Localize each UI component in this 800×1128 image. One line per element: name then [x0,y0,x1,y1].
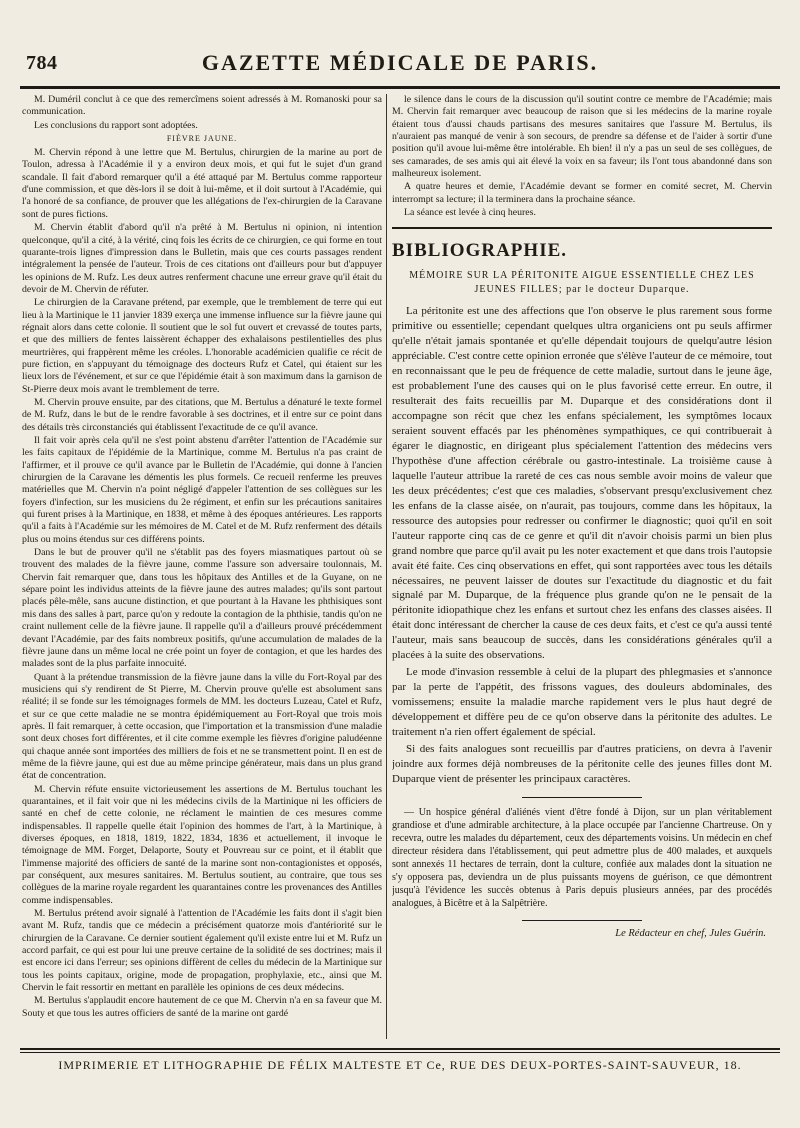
paragraph: Si des faits analogues sont recueillis par d'autres praticiens, on devra à l'avenir joindre aux formes déjà nombreuses de la péritonite celle des jeunes filles dont M. Duparque vient de présenter les principaux caractères. [392,743,772,785]
paragraph: M. Duméril conclut à ce que des remercîmens soient adressés à M. Romanoski pour sa communication. [22,94,382,118]
paragraph: Quant à la prétendue transmission de la fièvre jaune dans la ville du Fort-Royal par des musiciens qui s'y rendirent de St Pierre, M. Chervin prouve qu'elle est absolument sans réalité; il se fonde sur les témoignages formels de MM. les docteurs Luzeau, Catel et Rufz, et sur ce que cette maladie ne se montra épidémiquement au Fort-Royal que trois mois après. Il fait remarquer, à cette occasion, que l'importation et la transmission d'une maladie sont deux choses fort différentes, et il cite comme exemple les fièvres d'origine paludéenne qui chaque année sont importées des milliers de fois et ne se transmettent point. Il en est de même de la fièvre jaune, qui est due au même principe générateur, mais dans un plus grand état de concentration. [22,671,382,782]
paragraph: M. Chervin prouve ensuite, par des citations, que M. Bertulus a dénaturé le texte formel de M. Rufz, dans le but de le rendre favorable à ses doctrines, et il entre sur ce point dans des détails très circonstanciés qui établissent l'exactitude de ce qu'il avance. [22,396,382,433]
separator-rule [522,920,642,921]
separator-rule [522,797,642,798]
journal-title: GAZETTE MÉDICALE DE PARIS. [201,50,599,75]
header-rule [20,86,780,89]
paragraph: Les conclusions du rapport sont adoptées. [34,119,198,131]
paragraph: M. Chervin réfute ensuite victorieusement les assertions de M. Bertulus touchant les quarantaines, et il fait voir que ni les médecins civils de la Martinique ni les officiers de santé en chef de cette colonie, ne réclament le maintien de ces mesures comme indispensables. Il rappelle quelle était l'opinion des hommes de l'art, à la Martinique, à diverses époques, en 1818, 1819, 1822, 1834, 1836 et actuellement, il invoque le témoignage de MM. Forget, Delaporte, Souty et Pouvreau sur ce point, et il établit que l'immense majorité des officiers de santé de la marine sont non-contagionistes et opposés, par conséquent, aux mesures sanitaires. M. Bertulus soutient, au contraire, que tous ses collègues de la marine royale regardent les quarantaines contre les provenances des Antilles comme indispensables. [22,783,382,906]
paragraph: M. Bertulus s'applaudit encore hautement de ce que M. Chervin n'a en sa faveur que M. Souty et que tous les autres officiers de santé de la marine ont gardé [22,995,382,1019]
page-header [20,50,780,82]
paragraph: La péritonite est une des affections que l'on observe le plus rarement sous forme primitive ou essentielle; cependant quelques ultra organiciens ont pu seuls affirmer qu'elle n'était jamais spontanée et qu'elle dépendait toujours de quelqu'autre lésion appréciable. C'est contre cette opinion erronée que s'élève l'auteur de ce mémoire, tout en reconnaissant que le peu de fréquence de cette maladie, surtout dans le jeune âge, est probablement l'une des causes qui on le plus favorisé cette erreur. En outre, il resulterait des faits recueillis par M. Duparque et des considérations dont il accompagne son récit que chez les enfans spécialement, les symptômes locaux seraient souvent effacés par les phénomènes sympathiques, ce qui contribuerait à égarer le diagnostic, en dirigeant plus spécialement l'attention des médecins vers l'hypothèse d'une affection cérébrale ou gastro-intestinale. La troisième cause à laquelle l'auteur attribue la rareté de ces cas nous semble avoir moins de valeur que les deux précédentes; c'est que ces maladies, s'observant presqu'exclusivement chez les enfans de la classe aisée, on n'aurait, pas toujours, comme dans les hôpitaux, la ressource des autopsies pour redresser ou confirmer le diagnostic; quoi qu'il en soit l'auteur rapporte cinq cas de ce genre et qu'il dit n'avoir choisis parmi un bien plus grand nombre que parce qu'il avait pu les noter exactement et que dans trois l'autopsie avait été faite. Ces cinq observations en effet, qui sont rapportées avec tous les détails nécessaires, ne peuvent laisser de doutes sur l'exactitude du diagnostic et du fait signalé par M. Duparque, de la fréquence plus grande qu'on ne le pensait de la péritonite idiopathique chez les enfans et surtout chez les enfans des classes aisées. Il était donc intéressant de chercher la cause de ces deux faits, et c'est ce qu'a aussi tenté l'auteur, mais sans beaucoup de succès, dans les considérations générales qu'il a placées à la suite des observations. [392,305,772,662]
paragraph: Le chirurgien de la Caravane prétend, par exemple, que le tremblement de terre qui eut lieu à la Martinique le 11 janvier 1839 exerça une immense influence sur la fièvre jaune qui régnait alors dans cette colonie. Il soutient que le sol fut ouvert et crevassé de toutes parts, et que des milliers de fentes laissèrent échapper des exhalaisons pestilentielles des plus meurtrières, qui frappèrent même les créoles. L'honorable académicien qualifie ce récit de pure fiction, en s'appuyant du témoignage des docteurs Rufz et Catel, qui étaient sur les lieux lors de l'événement, et sur ce que l'épidémie était à son maximum dans la garnison de St-Pierre deux mois avant le tremblement de terre. [22,297,382,395]
editor-signature: Le Rédacteur en chef, Jules Guérin. [615,927,766,939]
paragraph: M. Chervin répond à une lettre que M. Bertulus, chirurgien de la marine au port de Toulon, adressa à l'Académie il y a environ deux mois, et qui fut le sujet d'un grand scandale. Il fait d'abord remarquer qu'il a été attaqué par M. Bertulus comme rapporteur d'une commission, et que dès-lors il se doit à lui-même, et il doit surtout à l'Académie, qui l'a honoré de sa confiance, de prouver que les allégations de l'ex-chirurgien de la Caravane sont de pures fictions. [22,147,382,220]
paragraph: le silence dans le cours de la discussion qu'il soutint contre ce membre de l'Académie; mais M. Chervin fait remarquer avec beaucoup de raison que si les médecins de la marine royale étaient tous d'aussi chauds partisans des mesures sanitaires que l'assure M. Bertulus, ils n'auraient pas manqué de venir à son secours, de prendre sa défense et de l'aider à sortir d'une position qu'il avoue lui-même être intolérable. Eh bien! il n'y a pas un seul de ses collègues, de ses camarades, de ses amis qui ait élevé la voix en sa faveur; ils l'ont tous abandonné dans son malheureux isolement. [392,94,772,180]
left-column [22,94,382,1039]
printer-imprint: IMPRIMERIE ET LITHOGRAPHIE DE FÉLIX MALTESTE ET Ce, RUE DES DEUX-PORTES-SAINT-SAUVEUR, 18. [58,1058,742,1072]
footer-rule [20,1052,780,1053]
column-divider [386,94,387,1039]
section-heading: FIÈVRE JAUNE. [166,134,238,144]
paragraph: M. Chervin établit d'abord qu'il n'a prêté à M. Bertulus ni opinion, ni intention quelconque, qu'il a cité, à la vérité, cinq fois les écrits de ce chirurgien, ce qui forme en tout quarante-trois lignes d'impression dans le Bulletin, mais que ces courts passages rendent intégralement la pensée de l'auteur. Trois de ces citations ont d'ailleurs pour but d'appuyer les opinions de M. Rufz. Les deux autres renferment chacune une erreur grave qu'il était du devoir de M. Chervin de réfuter. [22,222,382,295]
footer-rule [20,1048,780,1050]
right-column [392,94,772,1039]
page-number: 784 [26,52,58,74]
bibliography-body [392,304,772,787]
paragraph: M. Bertulus prétend avoir signalé à l'attention de l'Académie les faits dont il s'agit bien avant M. Rufz, tandis que ce médecin a précisément quatorze mois d'antériorité sur le chirurgien de la Caravane. Ce dernier soutient également qu'il existe entre lui et M. Rufz un accord parfait, ce qui est pour lui une preuve certaine de la solidité de ses doctrines; mais il est encore ici dans l'erreur; ses opinions diffèrent de celles du médecin de la Martinique sur tous les points capitaux, origine, mode de propagation, prophylaxie, etc., ainsi que M. Chervin le fait ressortir en mettant en parallèle les opinions de ces deux médecins. [22,908,382,994]
memoir-title: MÉMOIRE SUR LA PÉRITONITE AIGUE ESSENTIELLE CHEZ LES JEUNES FILLES; par le docteur Duparque. [409,270,755,295]
news-item: — Un hospice général d'aliénés vient d'être fondé à Dijon, sur un plan véritablement grandiose et d'une admirable architecture, à la place occupée par l'ancienne Chartreuse. On y recevra, outre les malades du département, ceux des départements voisins. Un médecin en chef directeur résidera dans l'établissement, qui peut admettre plus de 400 malades, et auxquels sont annexés 11 hectares de terrain, dont la culture, confiée aux malades dont la situation ne s'y opposera pas, deviendra un de plus puissants moyens de guérison, ce que démontrent jusqu'à l'évidence les succès obtenus à Paris depuis plusieurs années, par des procédés analogues, à Bicêtre et à la Salpêtrière. [392,806,772,909]
bibliography-title: BIBLIOGRAPHIE. [392,240,568,262]
paragraph: Il fait voir après cela qu'il ne s'est point abstenu d'arrêter l'attention de l'Académie sur les faits capitaux de l'épidémie de la Martinique, comme M. Bertulus n'a pas craint de l'affirmer, et il prouve ce qu'il avance par le Bulletin de l'Académie, qui donne à l'ancien chirurgien de la Caravane les démentis les plus formels. Ce recueil renferme les preuves matérielles que M. Chervin n'a point négligé d'appeler l'attention de ses collègues sur les foyers d'infection, sur les musiciens du 2e régiment, et enfin sur les précautions sanitaires qui furent prises à la Martinique, en 1838, et même à des époques antérieures. Les rapports qu'il a faits à l'Académie sur les mémoires de M. Catel et de M. Rufz renferment des détails plus ou moins étendus sur ces différens points. [22,435,382,545]
paragraph: Dans le but de prouver qu'il ne s'établit pas des foyers miasmatiques partout où se trouvent des malades de la fièvre jaune, comme l'assure son adversaire toulonnais, M. Chervin fait remarquer que, dans tous les hôpitaux des Antilles et de la Guyane, on ne sépare point les individus atteints de la fièvre jaune des autres malades; qu'ils sont partout placés pêle-mêle, sans aucune distinction, et que pourtant à la Havane les phthisiques sont mis dans des salles à part, parce qu'on y redoute la contagion de la phthisie, tandis qu'on ne craint nullement celle de la fièvre jaune. Il rappelle qu'il a d'ailleurs prouvé précédemment devant l'Académie, par des faits nombreux positifs, qu'une accumulation de malades de la fièvre jaune dans un même local ne crée point un foyer de contagion, et que les hardes des malades sont de la plus parfaite innocuité. [22,547,382,670]
paragraph: Le mode d'invasion ressemble à celui de la plupart des phlegmasies et s'annonce par la perte de l'appétit, des frissons vagues, des douleurs abdominales, des vomissemens; ensuite la maladie marche rapidement vers le plus haut degré de développement et diffère peu de ce qu'on observe dans la péritonite des adultes. Le traitement n'a rien offert également de spécial. [392,666,772,739]
paragraph: La séance est levée à cinq heures. [404,207,536,219]
bibliography-section [392,227,772,940]
paragraph: A quatre heures et demie, l'Académie devant se former en comité secret, M. Chervin interrompt sa lecture; il la terminera dans la prochaine séance. [392,181,772,205]
